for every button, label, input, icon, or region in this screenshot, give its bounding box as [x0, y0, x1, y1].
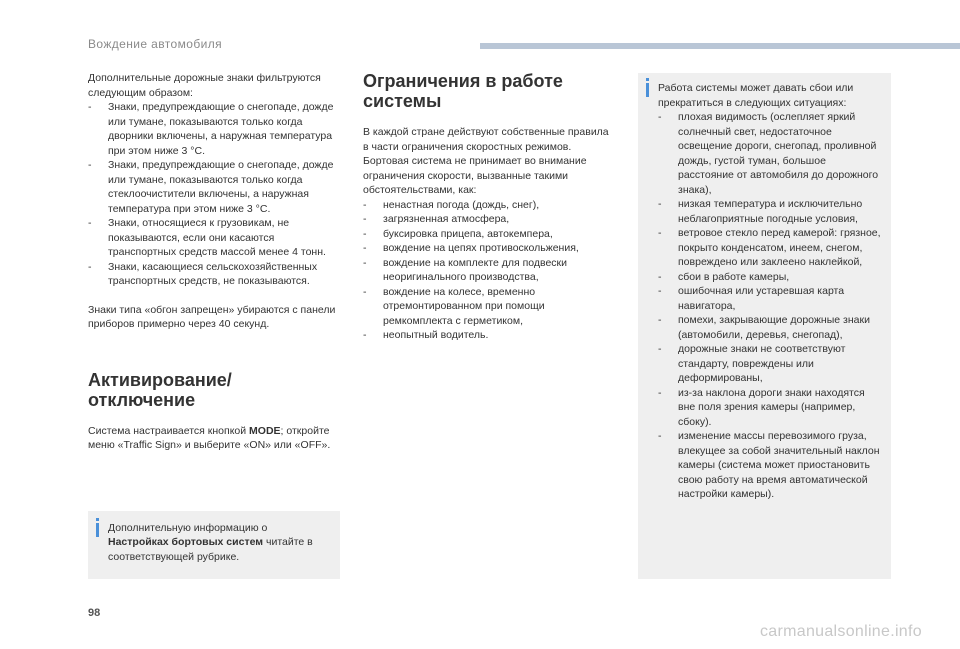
activation-text: Система настраивается кнопкой MODE; откройте меню «Traffic Sign» и выберите «ON» или «OFF».: [88, 424, 331, 451]
section-title: Вождение автомобиля: [88, 37, 223, 51]
list-item: - вождение на колесе, временно отремонтированном при помощи ремкомплекта с герметиком,: [363, 285, 615, 329]
watermark: carmanualsonline.info: [760, 623, 922, 640]
info-icon: [96, 523, 99, 537]
list-item: - загрязненная атмосфера,: [363, 212, 615, 227]
malfunctions-intro: Работа системы может давать сбои или прекратиться в следующих ситуациях:: [658, 82, 854, 109]
header-accent-bar: [480, 43, 960, 49]
filter-list: [88, 100, 340, 289]
filter-intro: Дополнительные дорожные знаки фильтруются следующим образом:: [88, 72, 321, 99]
info-box-settings: [88, 511, 340, 579]
page-number: 98: [88, 607, 101, 619]
column-middle: [363, 71, 615, 343]
info-box-malfunctions: [638, 73, 891, 579]
limitations-heading: Ограничения в работе системы: [363, 71, 563, 111]
info-text: Дополнительную информацию о Настройках бортовых систем читайте в соответствующей рубрике.: [108, 521, 313, 563]
malfunctions-list: [658, 110, 881, 502]
list-item: - сбои в работе камеры,: [658, 270, 881, 285]
list-item: - неопытный водитель.: [363, 328, 615, 343]
overtake-note: Знаки типа «обгон запрещен» убираются с панели приборов примерно через 40 секунд.: [88, 303, 336, 330]
list-item: - буксировка прицепа, автокемпера,: [363, 227, 615, 242]
list-item: - ошибочная или устаревшая карта навигатора,: [658, 284, 881, 313]
list-item: - Знаки, предупреждающие о снегопаде, дожде или тумане, показываются только когда стеклоочистители включены, а наружная температура при этом ниже 3 °C.: [88, 158, 340, 216]
list-item: - изменение массы перевозимого груза, влекущее за собой значительный наклон камеры (система может приостановить свою работу на время автоматической настройки камеры).: [658, 429, 881, 502]
list-item: - плохая видимость (ослепляет яркий солнечный свет, недостаточное освещение дороги, снегопад, проливной дождь, густой туман, большое расстояние от автомобиля до дорожного знака),: [658, 110, 881, 197]
list-item: - вождение на комплекте для подвески неоригинального производства,: [363, 256, 615, 285]
list-item: - дорожные знаки не соответствуют стандарту, повреждены или деформированы,: [658, 342, 881, 386]
limitations-p1: В каждой стране действуют собственные правила в части ограничения скоростных режимов.: [363, 126, 609, 153]
list-item: - низкая температура и исключительно неблагоприятные погодные условия,: [658, 197, 881, 226]
list-item: - вождение на цепях противоскольжения,: [363, 241, 615, 256]
list-item: - ненастная погода (дождь, снег),: [363, 198, 615, 213]
mode-key: MODE: [249, 424, 281, 437]
list-item: - ветровое стекло перед камерой: грязное, покрыто конденсатом, инеем, снегом, повреждено или заклеено наклейкой,: [658, 226, 881, 270]
info-icon: [646, 83, 649, 97]
list-item: - Знаки, касающиеся сельскохозяйственных транспортных средств, не показываются.: [88, 260, 340, 289]
list-item: - помехи, закрывающие дорожные знаки (автомобили, деревья, снегопад),: [658, 313, 881, 342]
limitations-p2: Бортовая система не принимает во внимание ограничения скорости, вызванные такими обстоятельствами, как:: [363, 155, 587, 196]
list-item: - из-за наклона дороги знаки находятся вне поля зрения камеры (например, сбоку).: [658, 386, 881, 430]
activation-heading: Активирование/ отключение: [88, 369, 232, 410]
page-header: [0, 0, 960, 60]
limitations-list: [363, 198, 615, 343]
column-left: [88, 71, 340, 579]
list-item: - Знаки, предупреждающие о снегопаде, дожде или тумане, показываются только когда дворники включены, а наружная температура при этом ниже 3 °C.: [88, 100, 340, 158]
info-link-text: Настройках бортовых систем: [108, 536, 264, 548]
list-item: - Знаки, относящиеся к грузовикам, не показываются, если они касаются транспортных средств массой менее 4 тонн.: [88, 216, 340, 260]
